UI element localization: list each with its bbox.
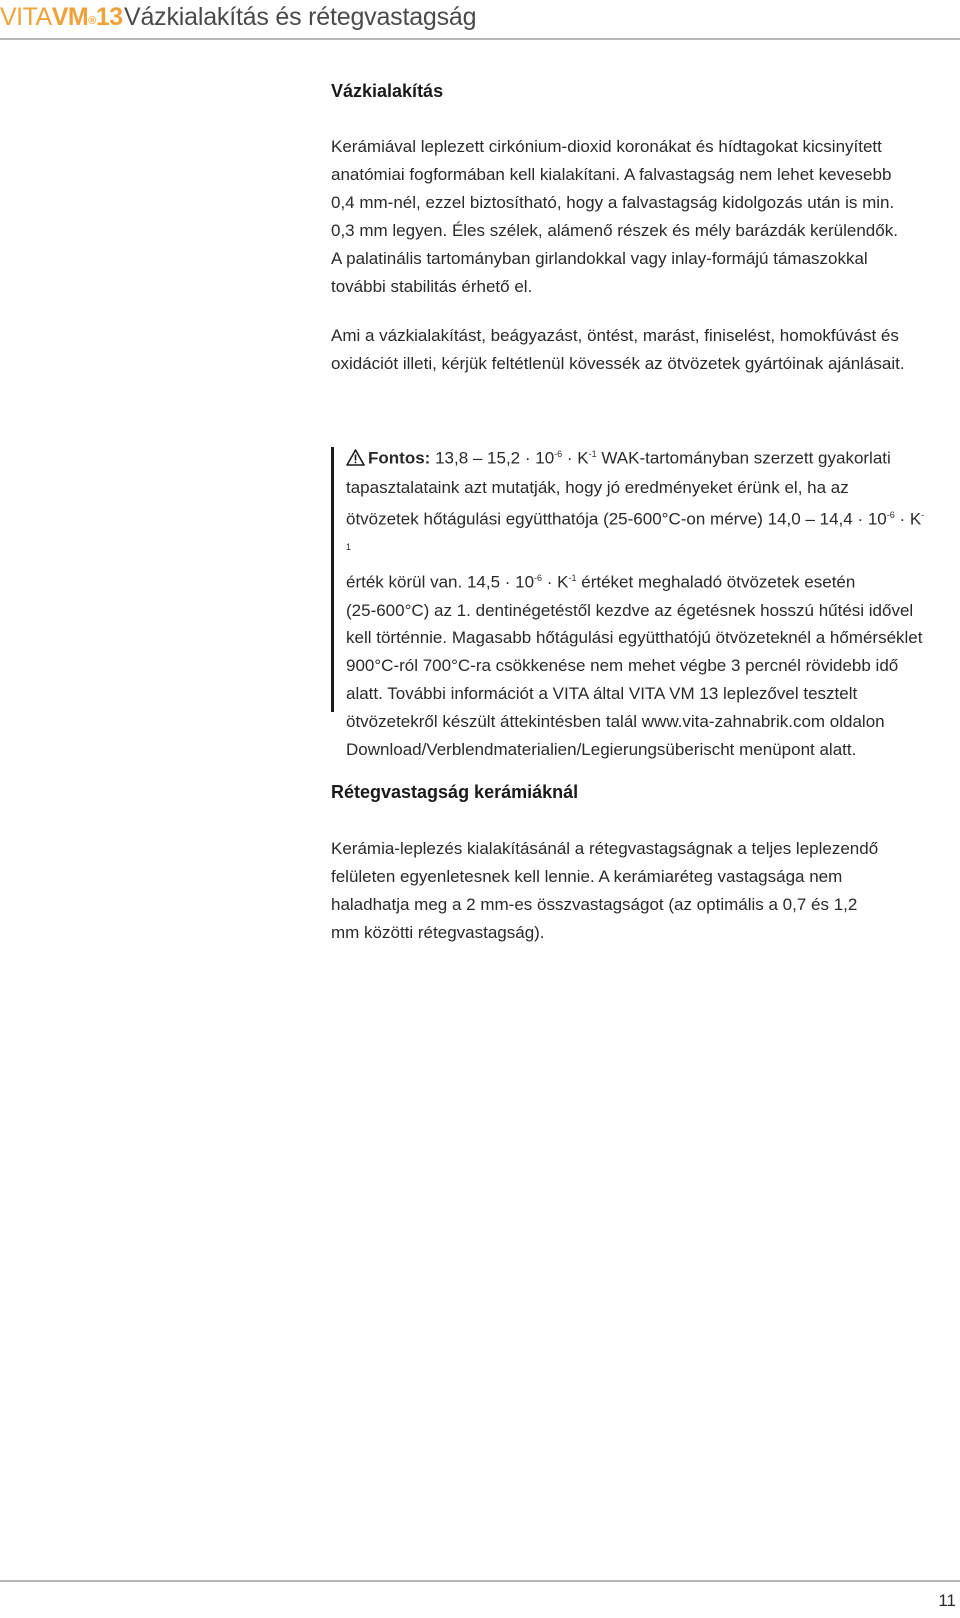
- paragraph-line: felületen egyenletesnek kell lennie. A kerámiaréteg vastagsága nem: [331, 867, 843, 886]
- superscript: -6: [554, 449, 563, 459]
- superscript: -6: [886, 510, 895, 521]
- section-framework-paragraph-2: [331, 322, 931, 378]
- section-heading-framework: Vázkialakítás: [331, 81, 444, 101]
- notice-line-10: Download/Verblendmaterialien/Legierungsüberischt menüpont alatt.: [346, 739, 857, 759]
- notice-line-8: alatt. További információt a VITA által VITA VM 13 leplezővel tesztelt: [346, 684, 858, 703]
- notice-line-5: (25-600°C) az 1. dentinégetéstől kezdve az égetésnek hosszú hűtési idővel: [346, 600, 914, 620]
- paragraph-line: mm közötti rétegvastagság).: [331, 923, 545, 942]
- page-header: [0, 0, 960, 40]
- notice-text: értéket meghaladó ötvözetek esetén: [576, 572, 856, 592]
- paragraph-line: haladhatja meg a 2 mm-es összvastagságot (az optimális a 0,7 és 1,2: [331, 895, 858, 914]
- paragraph-line: Kerámiával leplezett cirkónium-dioxid koronákat és hídtagokat kicsinyített: [331, 137, 882, 156]
- superscript: -6: [534, 573, 543, 584]
- paragraph-line: Kerámia-leplezés kialakításánál a rétegvastagságnak a teljes leplezendő: [331, 839, 879, 858]
- paragraph-line: Ami a vázkialakítást, beágyazást, öntést, marást, finiselést, homokfúvást és: [331, 326, 899, 345]
- notice-text: érték körül van. 14,5 · 10: [346, 572, 535, 592]
- notice-line-2: tapasztalataink azt mutatják, hogy jó eredményeket érünk el, ha az: [346, 478, 849, 498]
- section-framework-paragraph-1: [331, 133, 931, 301]
- notice-text: ötvözetek hőtágulási együtthatója (25-600°C-on mérve) 14,0 – 14,4 · 10: [346, 509, 887, 529]
- notice-text: · K: [542, 572, 569, 592]
- superscript: -1: [588, 449, 597, 459]
- brand-prefix: VITA: [0, 3, 52, 31]
- paragraph-line: anatómiai fogformában kell kialakítani. A falvastagság nem lehet kevesebb: [331, 165, 892, 184]
- section-framework-heading-block: [331, 80, 931, 102]
- notice-text: 13,8 – 15,2 · 10: [435, 448, 555, 468]
- section-heading-layer-thickness: Rétegvastagság kerámiáknál: [331, 782, 579, 802]
- brand-registered-mark: ®: [88, 15, 96, 27]
- section-layer-paragraph: [331, 835, 931, 947]
- notice-line-3: [346, 502, 926, 565]
- notice-text: WAK-tartományban szerzett gyakorlati: [596, 448, 891, 468]
- notice-line-7: 900°C-ról 700°C-ra csökkenése nem mehet végbe 3 percnél rövidebb idő: [346, 656, 899, 676]
- notice-text: · K: [562, 448, 589, 468]
- paragraph-line: 0,4 mm-nél, ezzel biztosítható, hogy a falvastagság kidolgozás után is min.: [331, 193, 895, 212]
- notice-text: · K: [894, 509, 922, 529]
- important-notice: [346, 441, 926, 763]
- notice-line-6: kell történnie. Magasabb hőtágulási együtthatójú ötvözeteknél a hőmérséklet: [346, 628, 923, 648]
- page-title: Vázkialakítás és rétegvastagság: [124, 3, 477, 31]
- superscript: -1: [346, 510, 925, 552]
- notice-side-bar: [331, 447, 334, 712]
- header-divider: [0, 38, 960, 40]
- section-layer-heading-block: [331, 781, 931, 803]
- vita-vm13-logo: [0, 2, 123, 36]
- brand-number: 13: [95, 3, 123, 31]
- superscript: -1: [568, 573, 577, 584]
- notice-line-4: [346, 565, 926, 596]
- notice-line-9: ötvözetekről készült áttekintésben talál www.vita-zahnabrik.com oldalon: [346, 711, 885, 731]
- notice-line-1: [346, 441, 926, 474]
- paragraph-line: A palatinális tartományban girlandokkal vagy inlay-formájú támaszokkal: [331, 249, 868, 268]
- paragraph-line: oxidációt illeti, kérjük feltétlenül kövessék az ötvözetek gyártóinak ajánlásait.: [331, 354, 905, 373]
- paragraph-line: további stabilitás érhető el.: [331, 277, 533, 296]
- brand-model: VM: [51, 3, 89, 31]
- warning-triangle-icon: [346, 447, 365, 475]
- page-number: 11: [938, 1591, 956, 1610]
- notice-label: Fontos:: [368, 448, 431, 468]
- paragraph-line: 0,3 mm legyen. Éles szélek, alámenő részek és mély barázdák kerülendők.: [331, 221, 898, 240]
- footer-divider: [0, 1580, 960, 1582]
